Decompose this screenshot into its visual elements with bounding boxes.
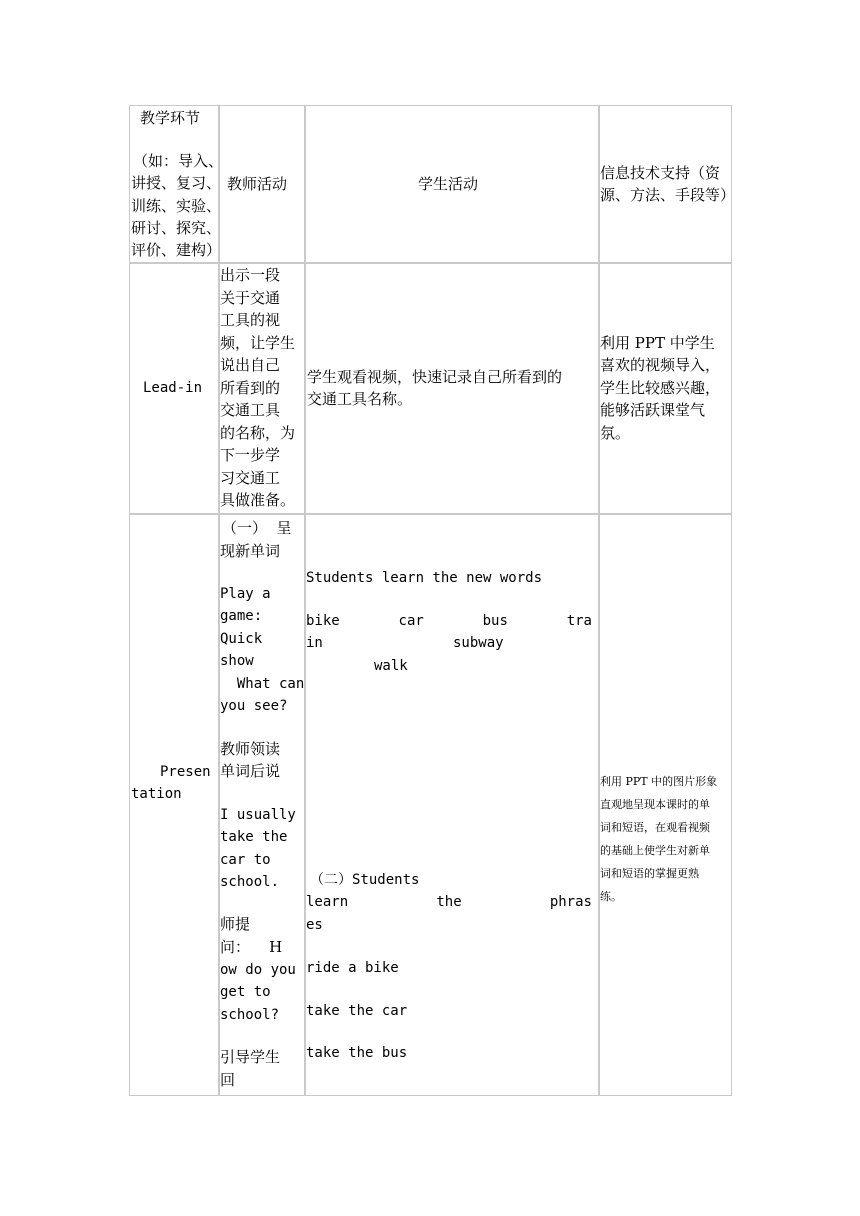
phrase-take-the-bus: take the bus <box>306 1045 408 1061</box>
pres-tech-3: 词和短语，在观看视频 <box>600 821 710 834</box>
header-stage-hint-3: 训练、实验、 <box>131 197 222 215</box>
pres-teacher-ask-4: get to <box>220 984 271 1000</box>
leadin-tech-4: 能够活跃课堂气 <box>600 401 706 419</box>
word-bike: bike <box>306 613 340 629</box>
pres-teacher-ask-1: 师提 <box>220 915 251 933</box>
pres-teacher-ask-2: 问： H <box>220 938 283 956</box>
leadin-stage: Lead-in <box>143 380 203 396</box>
phrase-ride-a-bike: ride a bike <box>306 960 399 976</box>
pres-tech-4: 的基础上使学生对新单 <box>600 844 710 857</box>
header-stage-hint-5: 评价、建构） <box>131 241 222 259</box>
pres-teacher-game-5: What can <box>220 676 305 692</box>
leadin-tech-2: 喜欢的视频导入， <box>600 356 721 374</box>
presentation-stage-2: tation <box>131 786 182 802</box>
leadin-teacher-9: 下一步学 <box>220 446 281 464</box>
leadin-student-1: 学生观看视频，快速记录自己所看到的 <box>307 368 563 386</box>
pres-teacher-game-1: Play a <box>220 586 271 602</box>
word-walk: walk <box>374 658 408 674</box>
pres-tech-1: 利用 PPT 中的图片形象 <box>600 775 718 788</box>
leadin-teacher-2: 关于交通 <box>220 289 281 307</box>
header-stage-hint-4: 研讨、探究、 <box>131 219 222 237</box>
leadin-teacher-11: 具做准备。 <box>220 491 296 509</box>
leadin-teacher-4: 频，让学生 <box>220 334 296 352</box>
pres-teacher-sentence-3: car to <box>220 852 271 868</box>
pres-teacher-lead-1: 教师领读 <box>220 740 281 758</box>
phrase-word-phrases-part2: es <box>306 917 323 933</box>
phrase-take-the-car: take the car <box>306 1003 408 1019</box>
leadin-student-2: 交通工具名称。 <box>307 390 413 408</box>
presentation-stage-1: Presen <box>160 764 211 780</box>
pres-student-phrases-intro: （二）Students <box>310 872 420 888</box>
header-student-title: 学生活动 <box>418 175 479 193</box>
phrase-word-phrases-part1: phras <box>549 894 592 910</box>
pres-teacher-game-3: Quick <box>220 631 263 647</box>
word-subway: subway <box>453 635 504 651</box>
pres-teacher-sentence-4: school. <box>220 874 280 890</box>
pres-tech-6: 练。 <box>600 890 622 903</box>
pres-teacher-game-4: show <box>220 653 254 669</box>
pres-student-words-intro: Students learn the new words <box>306 570 543 586</box>
leadin-teacher-8: 的名称，为 <box>220 424 296 442</box>
phrase-word-learn: learn <box>306 894 349 910</box>
leadin-tech-5: 氛。 <box>600 424 631 442</box>
pres-teacher-lead-2: 单词后说 <box>220 762 281 780</box>
word-car: car <box>398 613 424 629</box>
pres-student-phrases-row <box>306 891 592 914</box>
header-stage-hint-1: （如：导入、 <box>133 152 224 170</box>
leadin-tech-3: 学生比较感兴趣， <box>600 379 721 397</box>
leadin-teacher-3: 工具的视 <box>220 311 281 329</box>
pres-teacher-guide-2: 回 <box>220 1071 236 1089</box>
pres-teacher-ask-5: school? <box>220 1007 280 1023</box>
pres-teacher-game-6: you see? <box>220 698 288 714</box>
pres-teacher-guide-1: 引导学生 <box>220 1048 281 1066</box>
pres-tech-5: 词和短语的掌握更熟 <box>600 867 699 880</box>
leadin-teacher-1: 出示一段 <box>220 266 281 284</box>
pres-teacher-ask-3: ow do you <box>220 962 296 978</box>
pres-teacher-step1-2: 现新单词 <box>220 542 281 560</box>
leadin-teacher-6: 所看到的 <box>220 379 281 397</box>
pres-tech-2: 直观地呈现本课时的单 <box>600 798 710 811</box>
word-train-part1: tra <box>566 613 592 629</box>
word-train-part2: in <box>306 635 323 651</box>
pres-teacher-sentence-1: I usually <box>220 807 296 823</box>
header-tech-title-1: 信息技术支持（资 <box>600 164 721 182</box>
leadin-teacher-5: 说出自己 <box>220 356 281 374</box>
leadin-teacher-7: 交通工具 <box>220 401 281 419</box>
header-stage-hint-2: 讲授、复习、 <box>131 174 222 192</box>
leadin-teacher-10: 习交通工 <box>220 469 281 487</box>
pres-student-words-row <box>306 610 592 633</box>
pres-teacher-game-2: game: <box>220 608 263 624</box>
leadin-tech-1: 利用 PPT 中学生 <box>600 334 715 352</box>
header-stage-title: 教学环节 <box>140 109 201 127</box>
pres-teacher-step1-1: （一） 呈 <box>222 519 292 537</box>
header-tech-title-2: 源、方法、手段等） <box>600 186 736 204</box>
word-bus: bus <box>482 613 508 629</box>
header-teacher-title: 教师活动 <box>227 175 288 193</box>
pres-teacher-sentence-2: take the <box>220 829 288 845</box>
phrase-word-the: the <box>436 894 462 910</box>
